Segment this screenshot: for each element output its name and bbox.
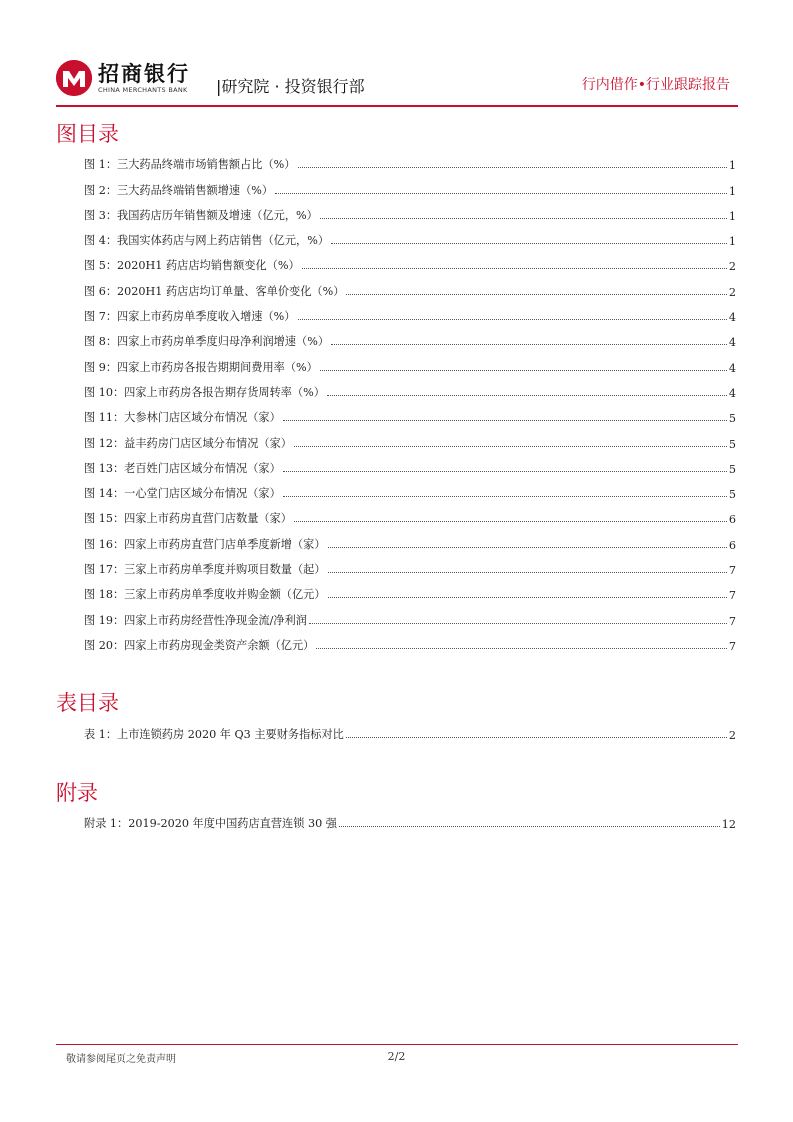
toc-dot-leader: [346, 294, 726, 295]
toc-dot-leader: [294, 446, 727, 447]
toc-entry-label: 图 2：三大药品终端销售额增速（%）: [84, 183, 274, 197]
toc-entry-page: 7: [728, 614, 736, 628]
figure-toc-entry[interactable]: [84, 273, 736, 298]
cmb-logo-icon: [56, 60, 92, 96]
toc-entry-page: 1: [728, 184, 736, 198]
toc-entry-label: 图 3：我国药店历年销售额及增速（亿元，%）: [84, 208, 318, 222]
toc-entry-page: 5: [728, 412, 736, 426]
footer-disclaimer: 敬请参阅尾页之免责声明: [66, 1054, 176, 1065]
appendix-toc-entry[interactable]: [84, 806, 736, 831]
toc-dot-leader: [302, 268, 727, 269]
toc-entry-label: 图 15：四家上市药房直营门店数量（家）: [84, 512, 292, 526]
page-header: [56, 58, 738, 104]
toc-entry-label: 图 18：三家上市药房单季度收并购金额（亿元）: [84, 588, 326, 602]
figure-toc-entry[interactable]: [84, 324, 736, 349]
toc-entry-page: 4: [728, 361, 736, 375]
figure-toc-entry[interactable]: [84, 172, 736, 197]
report-type-label: 行内借作•行业跟踪报告: [581, 77, 730, 93]
toc-entry-label: 图 6：2020H1 药店店均订单量、客单价变化（%）: [84, 284, 345, 298]
figure-toc-entry[interactable]: [84, 425, 736, 450]
toc-dot-leader: [316, 648, 727, 649]
toc-dot-leader: [327, 395, 727, 396]
toc-entry-label: 图 7：四家上市药房单季度收入增速（%）: [84, 310, 296, 324]
figure-toc-entry[interactable]: [84, 400, 736, 425]
toc-entry-page: 5: [728, 462, 736, 476]
figure-toc-entry[interactable]: [84, 198, 736, 223]
toc-entry-label: 图 11：大参林门店区域分布情况（家）: [84, 411, 281, 425]
figure-toc-entry[interactable]: [84, 476, 736, 501]
logo-english-name: CHINA MERCHANTS BANK: [98, 86, 188, 94]
toc-entry-page: 4: [728, 386, 736, 400]
toc-entry-page: 1: [728, 209, 736, 223]
toc-dot-leader: [331, 344, 727, 345]
toc-entry-page: 7: [728, 564, 736, 578]
toc-dot-leader: [283, 420, 727, 421]
figure-toc-entry[interactable]: [84, 375, 736, 400]
logo-chinese-name: 招商银行: [98, 62, 190, 86]
toc-dot-leader: [331, 243, 727, 244]
footer-page-number: 2/2: [387, 1050, 406, 1063]
tables-section-title: 表目录: [56, 691, 119, 715]
toc-entry-page: 7: [728, 589, 736, 603]
figure-toc-entry[interactable]: [84, 248, 736, 273]
toc-dot-leader: [328, 572, 727, 573]
toc-entry-label: 图 8：四家上市药房单季度归母净利润增速（%）: [84, 335, 330, 349]
toc-entry-page: 4: [728, 311, 736, 325]
figure-toc-entry[interactable]: [84, 577, 736, 602]
toc-entry-page: 1: [728, 235, 736, 249]
toc-entry-label: 图 20：四家上市药房现金类资产余额（亿元）: [84, 638, 315, 652]
toc-dot-leader: [328, 597, 727, 598]
figure-toc-entry[interactable]: [84, 299, 736, 324]
appendix-toc-list: [84, 806, 736, 831]
toc-entry-label: 图 19：四家上市药房经营性净现金流/净利润: [84, 613, 307, 627]
toc-entry-label: 表 1：上市连锁药房 2020 年 Q3 主要财务指标对比: [84, 728, 344, 742]
toc-entry-label: 图 10：四家上市药房各报告期存货周转率（%）: [84, 385, 325, 399]
toc-dot-leader: [346, 737, 727, 738]
toc-dot-leader: [320, 218, 727, 219]
figure-toc-entry[interactable]: [84, 552, 736, 577]
toc-dot-leader: [298, 319, 727, 320]
toc-dot-leader: [283, 496, 727, 497]
figure-toc-entry[interactable]: [84, 628, 736, 653]
figure-toc-entry[interactable]: [84, 349, 736, 374]
toc-entry-label: 图 9：四家上市药房各报告期期间费用率（%）: [84, 360, 318, 374]
toc-dot-leader: [328, 547, 727, 548]
toc-dot-leader: [298, 167, 727, 168]
toc-entry-page: 2: [728, 729, 736, 743]
toc-entry-page: 5: [728, 488, 736, 502]
toc-entry-label: 图 5：2020H1 药店店均销售额变化（%）: [84, 259, 300, 273]
figure-toc-entry[interactable]: [84, 501, 736, 526]
toc-entry-page: 6: [728, 538, 736, 552]
toc-dot-leader: [339, 826, 720, 827]
toc-entry-page: 6: [728, 513, 736, 527]
appendix-section-title: 附录: [56, 781, 98, 805]
toc-entry-label: 图 1：三大药品终端市场销售额占比（%）: [84, 158, 296, 172]
toc-entry-label: 图 12：益丰药房门店区域分布情况（家）: [84, 436, 292, 450]
figures-toc-list: [84, 147, 736, 653]
toc-entry-page: 7: [728, 639, 736, 653]
figure-toc-entry[interactable]: [84, 223, 736, 248]
footer-divider: [56, 1044, 738, 1045]
figure-toc-entry[interactable]: [84, 147, 736, 172]
toc-entry-label: 图 13：老百姓门店区域分布情况（家）: [84, 461, 281, 475]
table-toc-entry[interactable]: [84, 717, 736, 742]
toc-entry-label: 图 17：三家上市药房单季度并购项目数量（起）: [84, 563, 326, 577]
figure-toc-entry[interactable]: [84, 602, 736, 627]
toc-entry-page: 2: [728, 260, 736, 274]
toc-entry-label: 图 16：四家上市药房直营门店单季度新增（家）: [84, 537, 326, 551]
toc-entry-label: 图 4：我国实体药店与网上药店销售（亿元，%）: [84, 234, 330, 248]
toc-dot-leader: [294, 521, 727, 522]
toc-entry-page: 1: [728, 159, 736, 173]
department-label: |研究院 · 投资银行部: [216, 77, 365, 96]
toc-entry-label: 附录 1：2019-2020 年度中国药店直营连锁 30 强: [84, 817, 337, 831]
figures-section-title: 图目录: [56, 122, 119, 146]
toc-dot-leader: [283, 471, 727, 472]
toc-entry-label: 图 14：一心堂门店区域分布情况（家）: [84, 487, 281, 501]
toc-dot-leader: [320, 370, 727, 371]
toc-entry-page: 5: [728, 437, 736, 451]
toc-dot-leader: [275, 193, 727, 194]
figure-toc-entry[interactable]: [84, 451, 736, 476]
toc-dot-leader: [309, 623, 727, 624]
toc-entry-page: 2: [728, 285, 736, 299]
figure-toc-entry[interactable]: [84, 526, 736, 551]
toc-entry-page: 4: [728, 336, 736, 350]
tables-toc-list: [84, 717, 736, 742]
toc-entry-page: 12: [721, 818, 736, 832]
header-divider: [56, 105, 738, 107]
